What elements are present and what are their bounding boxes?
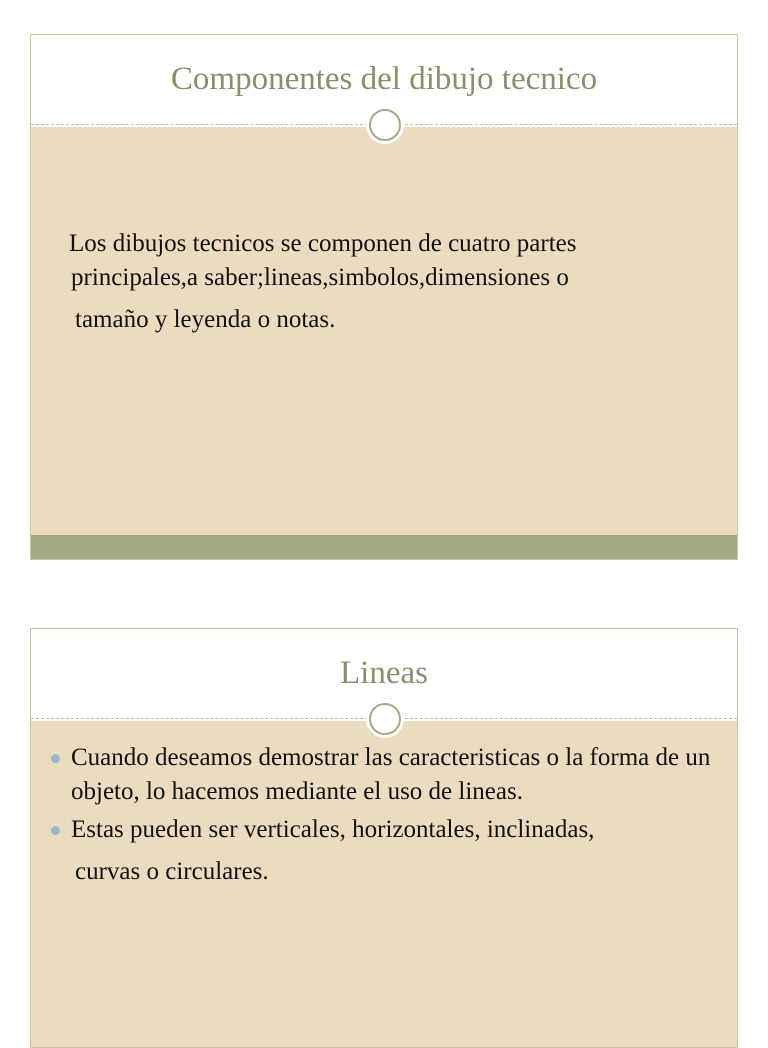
body-line: Los dibujos tecnicos se componen de cuatro partes [69, 230, 577, 257]
bullet-list [49, 741, 729, 889]
slide-title: Componentes del dibujo tecnico [170, 61, 598, 97]
list-item [49, 741, 729, 809]
circle-ornament-icon [369, 703, 401, 735]
bullet-text: Estas pueden ser verticales, horizontales, inclinadas, [71, 816, 595, 843]
footer-bar [31, 535, 737, 559]
circle-ornament-icon [369, 109, 401, 141]
bullet-icon [51, 826, 60, 835]
slide-2 [30, 628, 738, 1048]
body-line: principales,a saber;lineas,simbolos,dimensiones o [71, 264, 569, 291]
bullet-text: Cuando deseamos demostrar las caracteristicas o la forma de un objeto, lo hacemos mediante el uso de lineas. [71, 744, 711, 805]
slide-1 [30, 34, 738, 560]
bullet-icon [51, 754, 60, 763]
body-line: tamaño y leyenda o notas. [75, 306, 336, 333]
slide-title: Lineas [340, 655, 428, 691]
list-item [49, 813, 729, 889]
bullet-continuation: curvas o circulares. [75, 858, 269, 885]
slide-body [69, 227, 709, 337]
